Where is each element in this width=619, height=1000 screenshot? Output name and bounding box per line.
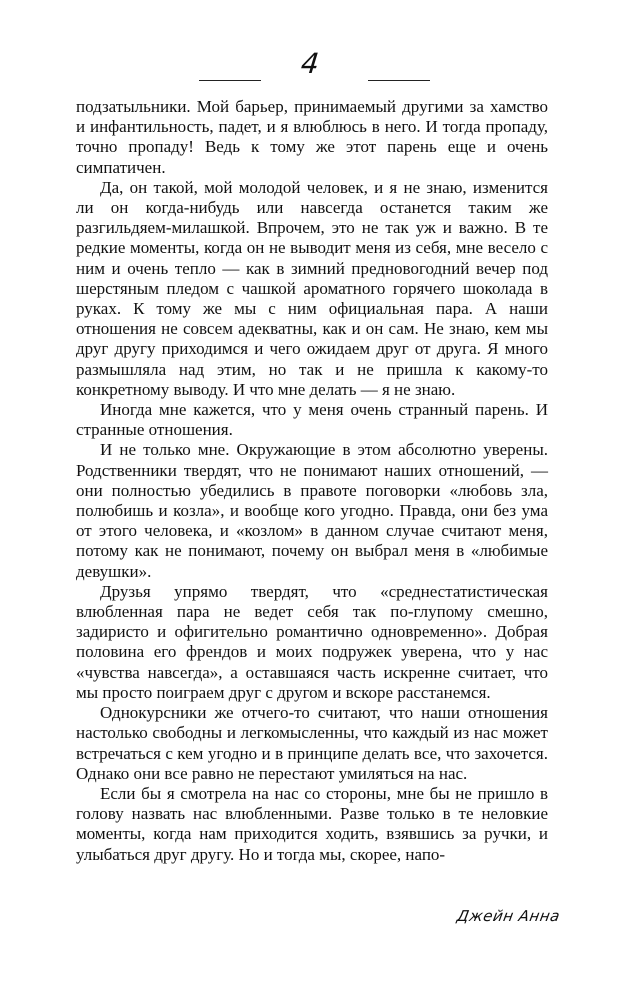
paragraph-7: Если бы я смотрела на нас со стороны, мне бы не пришло в голову назвать нас влюбленными. Разве только в те неловкие моменты, когда нам приходится ходить, взявшись за ручки, и улыбаться друг другу. Но и тогда мы, скорее, напо- [76,783,548,864]
paragraph-6: Однокурсники же отчего-то считают, что наши отношения настолько свободны и легкомысленны, что каждый из нас может встречаться с кем угодно и в принципе делать все, что захочется. Однако они все равно не перестают умиляться на нас. [76,703,548,783]
footer-author: Джейн Анна [455,907,562,925]
paragraph-5: Друзья упрямо твердят, что «среднестатистическая влюбленная пара не ведет себя так по-глупому смешно, задиристо и офигительно романтично одновременно». Добрая половина его френдов и моих подружек уверена, что у нас «чувства навсегда», а оставшаяся часть искренне считает, что мы просто поиграем друг с другом и вскоре расстанемся. [76,581,548,702]
paragraph-2: Да, он такой, мой молодой человек, и я не знаю, изменится ли он когда-нибудь или навсегда останется таким же разгильдяем-милашкой. Впрочем, это не так уж и важно. В те редкие моменты, когда он не выводит меня из себя, мне весело с ним и очень тепло — как в зимний предновогодний вечер под шерстяным пледом с чашкой ароматного горячего шоколада в руках. К тому же мы с ним официальная пара. А наши отношения не совсем адекватны, как и он сам. Не знаю, кем мы друг другу приходимся и чего ожидаем друг от друга. Я много размышляла над этим, но так и не пришла к какому-то конкретному выводу. И что мне делать — я не знаю. [76,177,548,399]
paragraph-4: И не только мне. Окружающие в этом абсолютно уверены. Родственники твердят, что не понимают наших отношений, — они полностью убедились в правоте поговорки «любовь зла, полюбишь и козла», и вообще кого угодно. Правда, они без ума от этого человека, и «козлом» в данном случае считают меня, потому как не понимают, почему он выбрал меня в «любимые девушки». [76,440,548,581]
paragraph-3: Иногда мне кажется, что у меня очень странный парень. И странные отношения. [76,400,548,440]
header-rule-right [368,80,430,81]
paragraph-1: подзатыльники. Мой барьер, принимаемый другими за хамство и инфантильность, падет, и я влюблюсь в него. И тогда пропаду, точно пропаду! Ведь к тому же этот парень еще и очень симпатичен. [76,97,548,177]
header-rule-left [199,80,261,81]
page-number: 4 [299,47,321,80]
body-text [76,97,548,865]
page-header [0,44,619,94]
